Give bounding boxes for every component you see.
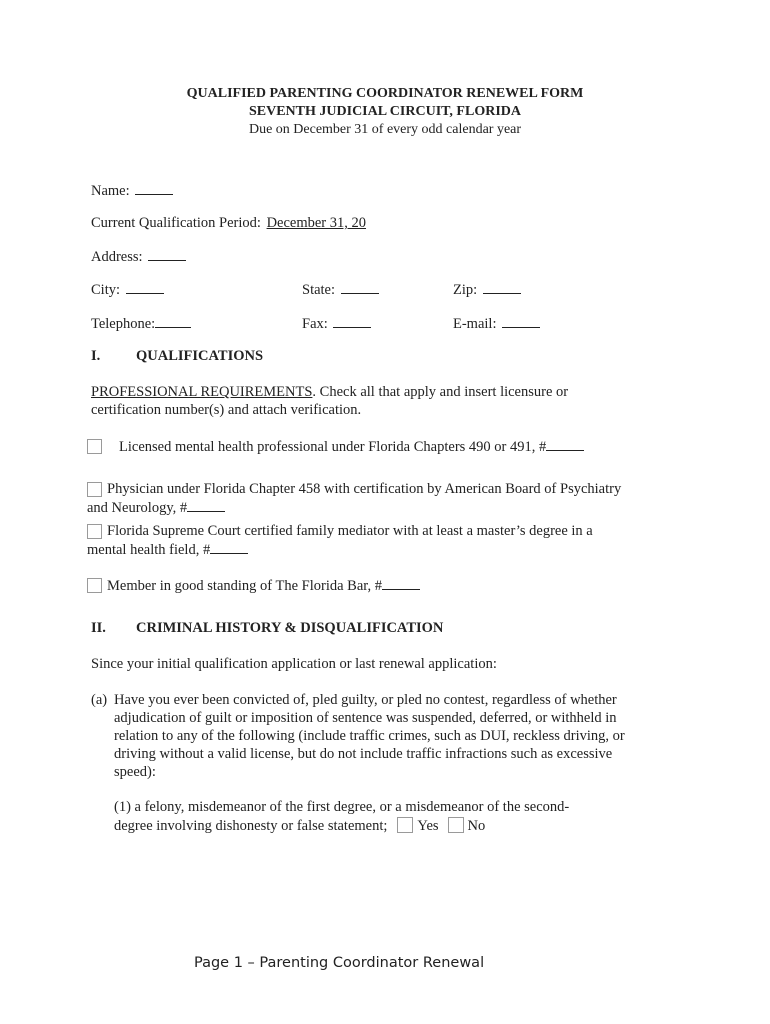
mental-health-option: Licensed mental health professional under Florida Chapters 490 or 491, #	[119, 438, 584, 456]
no-checkbox[interactable]	[448, 817, 464, 833]
period-value[interactable]: December 31, 20	[266, 215, 367, 231]
name-label: Name:	[91, 183, 130, 199]
email-input-line[interactable]	[502, 315, 540, 328]
city-field	[91, 281, 164, 299]
mediator-checkbox[interactable]	[87, 524, 102, 539]
period-field	[91, 215, 404, 232]
mediator-number-line[interactable]	[210, 541, 248, 554]
question-a-line3: relation to any of the following (include traffic crimes, such as DUI, reckless driving, or	[114, 728, 625, 744]
physician-option-line1: Physician under Florida Chapter 458 with certification by American Board of Psychiatry	[107, 481, 622, 497]
address-input-line[interactable]	[148, 248, 186, 261]
physician-checkbox[interactable]	[87, 482, 102, 497]
yes-checkbox[interactable]	[397, 817, 413, 833]
zip-label: Zip:	[453, 282, 478, 298]
fax-input-line[interactable]	[333, 315, 371, 328]
florida-bar-number-line[interactable]	[382, 577, 420, 590]
mediator-option-line2: mental health field, #	[87, 541, 248, 559]
zip-field	[453, 281, 521, 299]
no-label: No	[467, 818, 486, 834]
name-field	[91, 182, 173, 200]
requirements-intro-line2: certification number(s) and attach verification.	[91, 402, 362, 418]
page-footer: Page 1 – Parenting Coordinator Renewal	[194, 955, 485, 971]
florida-bar-option: Member in good standing of The Florida Bar, #	[107, 577, 420, 595]
period-label: Current Qualification Period:	[91, 215, 261, 231]
form-title: QUALIFIED PARENTING COORDINATOR RENEWEL FORM	[186, 86, 584, 101]
question-a-line5: speed):	[114, 764, 156, 780]
name-input-line[interactable]	[135, 182, 173, 195]
mental-health-number-line[interactable]	[546, 438, 584, 451]
email-field	[453, 315, 540, 333]
question-a-line2: adjudication of guilt or imposition of sentence was suspended, deferred, or withheld in	[114, 710, 617, 726]
section-2-title: CRIMINAL HISTORY & DISQUALIFICATION	[136, 620, 444, 636]
fax-label: Fax:	[302, 316, 328, 332]
zip-input-line[interactable]	[483, 281, 521, 294]
section-1-title: QUALIFICATIONS	[136, 348, 264, 364]
requirements-label: PROFESSIONAL REQUIREMENTS	[91, 384, 313, 400]
yes-label: Yes	[417, 818, 439, 834]
state-field	[302, 281, 379, 299]
florida-bar-checkbox[interactable]	[87, 578, 102, 593]
state-label: State:	[302, 282, 336, 298]
question-a-line1: Have you ever been convicted of, pled guilty, or pled no contest, regardless of whether	[114, 692, 617, 708]
email-label: E-mail:	[453, 316, 497, 332]
physician-number-line[interactable]	[187, 499, 225, 512]
address-label: Address:	[91, 249, 143, 265]
fax-field	[302, 315, 371, 333]
state-input-line[interactable]	[341, 281, 379, 294]
telephone-input-line[interactable]	[155, 315, 191, 328]
section-2-number: II.	[91, 620, 106, 636]
address-field	[91, 248, 186, 266]
mediator-option-line1: Florida Supreme Court certified family mediator with at least a master’s degree in a	[107, 523, 593, 539]
mental-health-checkbox[interactable]	[87, 439, 102, 454]
section-1-number: I.	[91, 348, 101, 364]
form-due-date: Due on December 31 of every odd calendar year	[248, 122, 522, 137]
telephone-label: Telephone:	[91, 316, 156, 332]
form-subtitle: SEVENTH JUDICIAL CIRCUIT, FLORIDA	[248, 104, 521, 119]
physician-option-line2: and Neurology, #	[87, 499, 225, 517]
question-1-line1: (1) a felony, misdemeanor of the first degree, or a misdemeanor of the second-	[114, 799, 570, 815]
city-label: City:	[91, 282, 121, 298]
question-a-line4: driving without a valid license, but do not include traffic infractions such as excessive	[114, 746, 613, 762]
section-2-intro: Since your initial qualification application or last renewal application:	[91, 656, 497, 672]
city-input-line[interactable]	[126, 281, 164, 294]
question-a-marker: (a)	[91, 692, 108, 708]
requirements-intro: PROFESSIONAL REQUIREMENTS. Check all that apply and insert licensure or	[91, 384, 569, 400]
question-1-line2: degree involving dishonesty or false statement; Yes No	[114, 818, 486, 834]
telephone-field	[91, 315, 191, 333]
